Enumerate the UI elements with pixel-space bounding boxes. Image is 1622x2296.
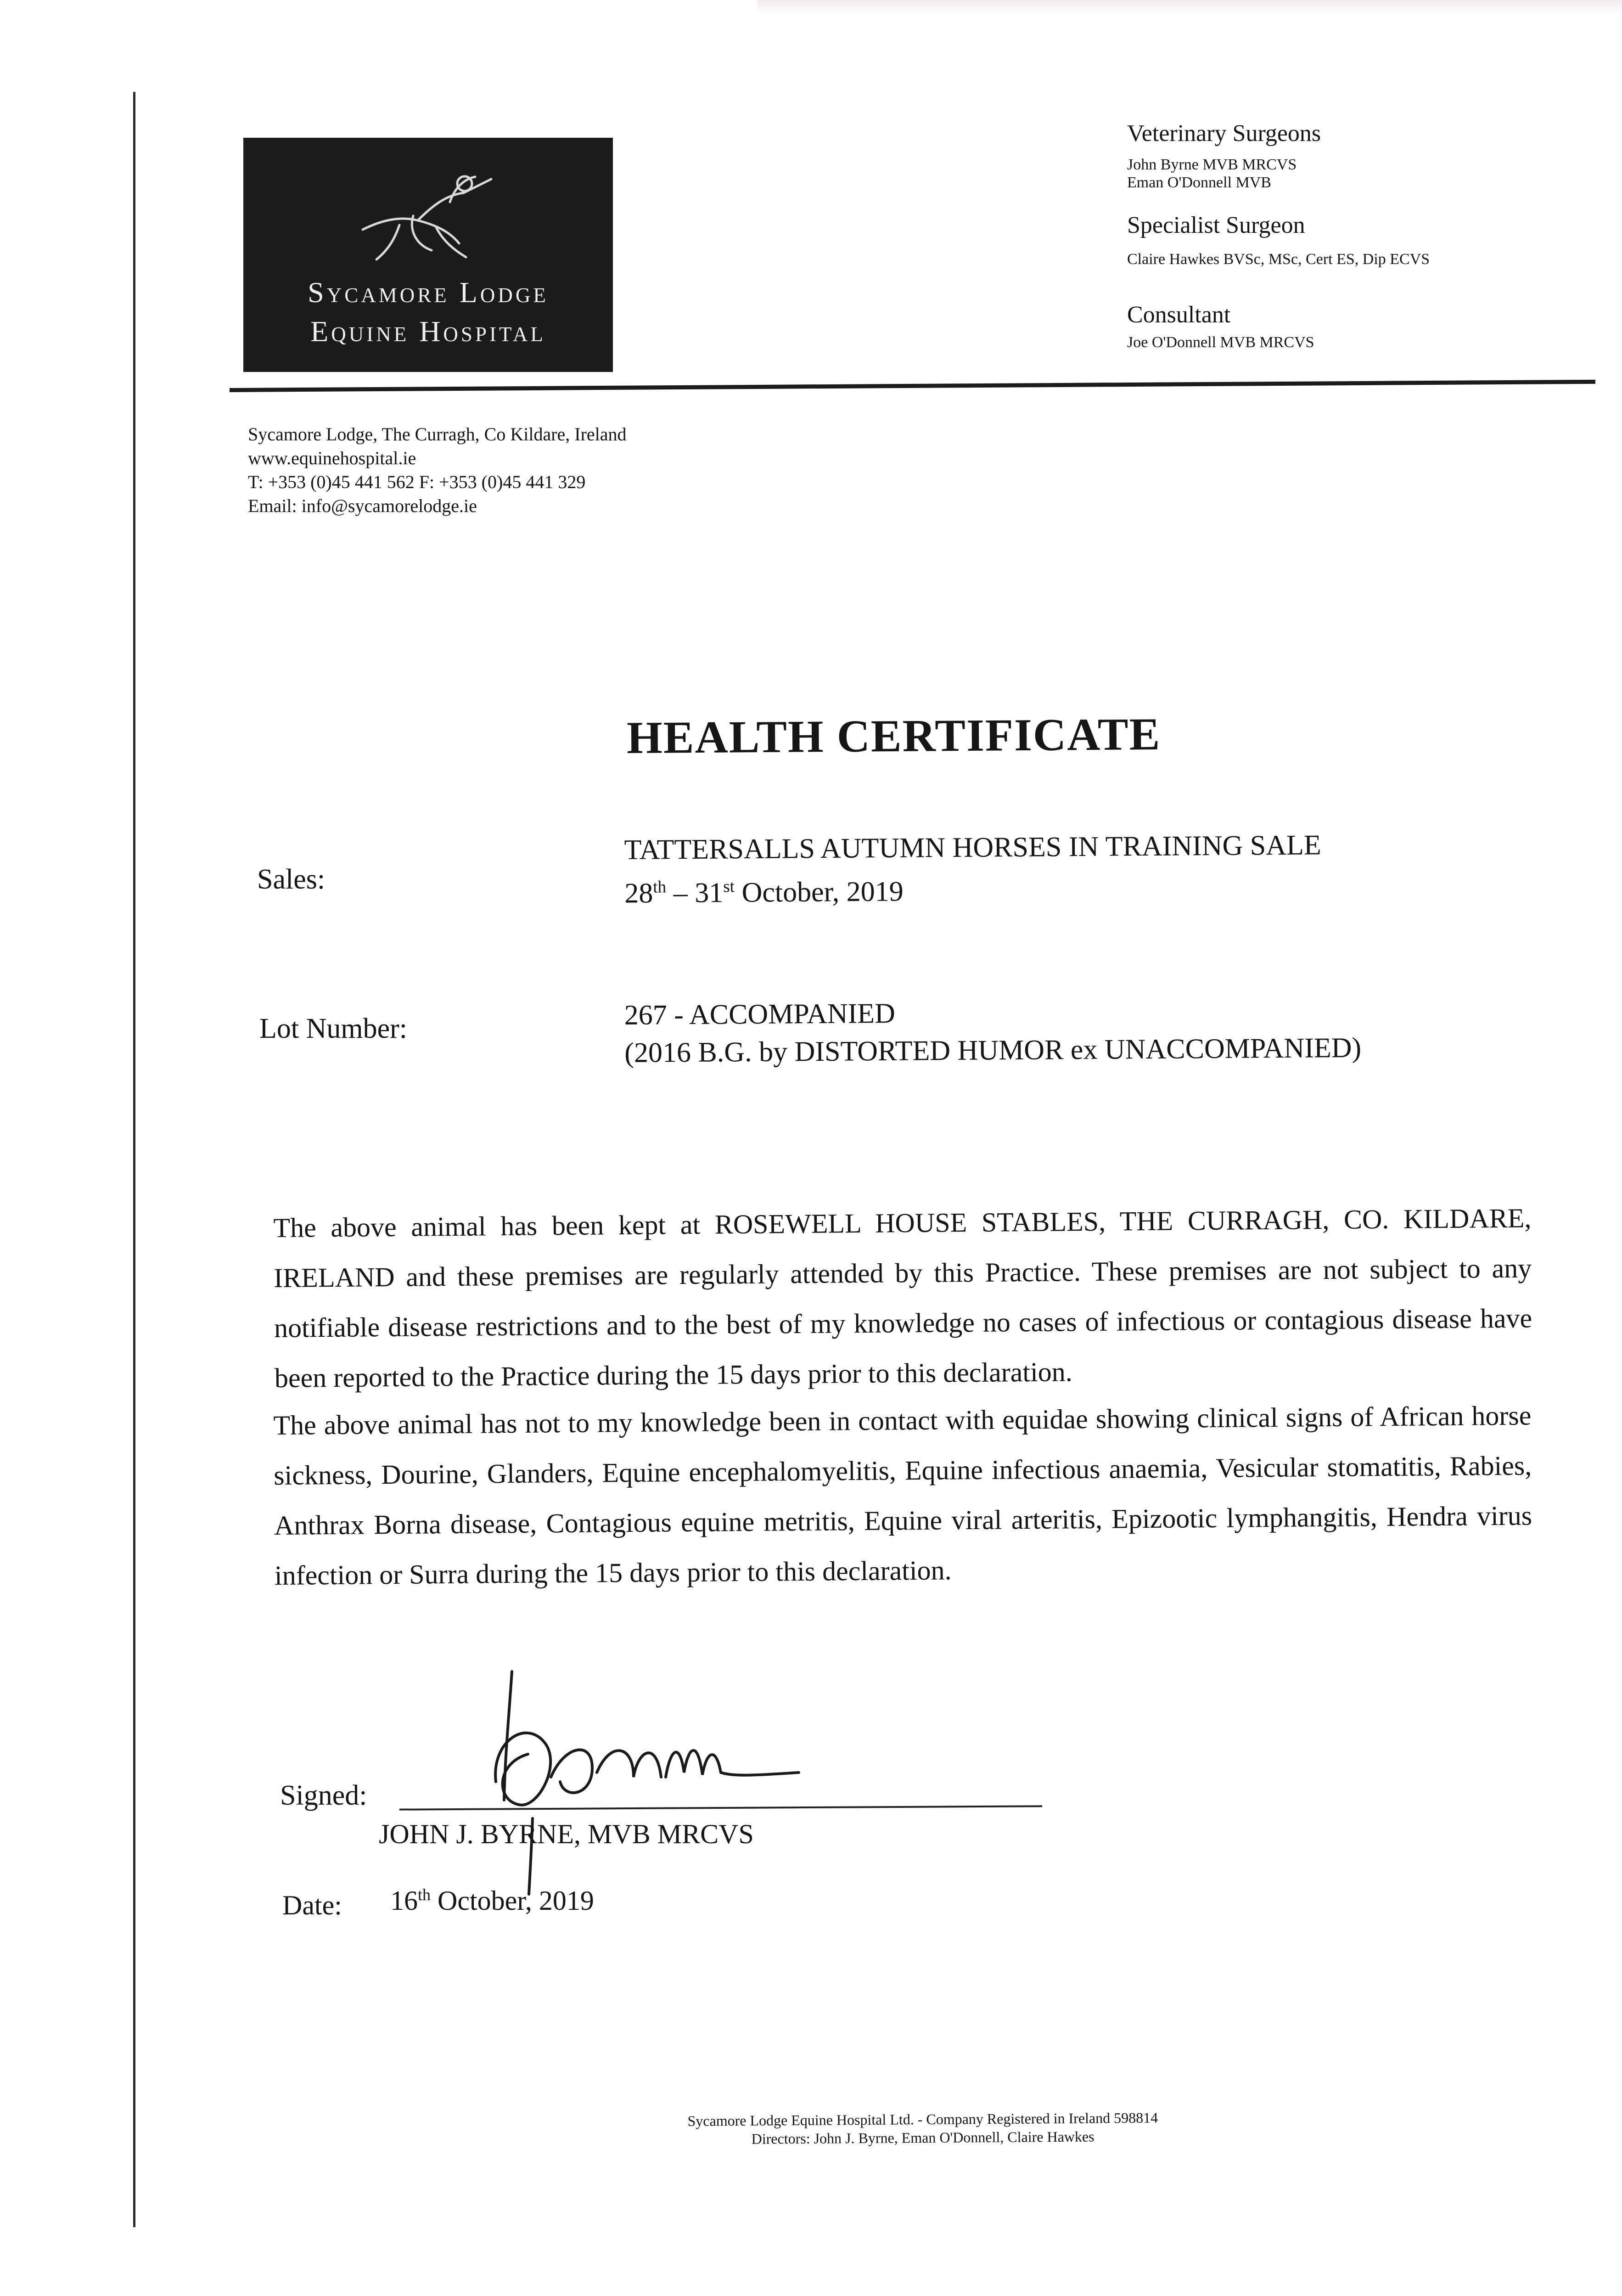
signatory-name: JOHN J. BYRNE, MVB MRCVS bbox=[379, 1819, 754, 1849]
sales-value bbox=[624, 826, 1321, 912]
signed-label: Signed: bbox=[280, 1780, 367, 1811]
lot-value bbox=[624, 991, 1361, 1072]
footer-directors: Directors: John J. Byrne, Eman O'Donnell, Claire Hawkes bbox=[751, 2128, 1094, 2147]
specialist-heading: Specialist Surgeon bbox=[1127, 212, 1305, 238]
lot-label: Lot Number: bbox=[259, 1013, 407, 1044]
lot-number: 267 - ACCOMPANIED bbox=[624, 997, 896, 1031]
consultant-heading: Consultant bbox=[1127, 302, 1231, 328]
logo-text-line2: Equine Hospital bbox=[310, 315, 546, 348]
address-website: www.equinehospital.ie bbox=[248, 448, 416, 468]
address-phone-fax: T: +353 (0)45 441 562 F: +353 (0)45 441 329 bbox=[248, 472, 586, 492]
vet-name-1: John Byrne MVB MRCVS bbox=[1127, 156, 1297, 173]
specialist-name: Claire Hawkes BVSc, MSc, Cert ES, Dip ECVS bbox=[1127, 251, 1430, 268]
certificate-title: HEALTH CERTIFICATE bbox=[626, 708, 1161, 764]
footer-registration: Sycamore Lodge Equine Hospital Ltd. - Company Registered in Ireland 598814 bbox=[687, 2109, 1158, 2129]
scan-margin-line bbox=[133, 92, 135, 2227]
declaration-paragraph-2: The above animal has not to my knowledge been in contact with equidae showing clinical signs of African horse sickness, Dourine, Glanders, Equine encephalomyelitis, Equine infectious anaemia, Vesicular stomatitis, Rabies, Anthrax Borna disease, Contagious equine metritis, Equine viral arteritis, Epizootic lymphangitis, Hendra virus infection or Surra during the 15 days prior to this declaration. bbox=[273, 1400, 1532, 1591]
vet-name-2: Eman O'Donnell MVB bbox=[1127, 174, 1271, 191]
company-footer bbox=[585, 2108, 1261, 2149]
date-label: Date: bbox=[282, 1890, 342, 1920]
sales-event: TATTERSALLS AUTUMN HORSES IN TRAINING SALE bbox=[624, 829, 1321, 866]
sales-dates: 28th – 31st October, 2019 bbox=[624, 876, 904, 909]
hospital-address bbox=[248, 422, 627, 518]
logo-text-line1: Sycamore Lodge bbox=[308, 276, 549, 309]
hospital-logo bbox=[243, 138, 613, 372]
date-value: 16th October, 2019 bbox=[390, 1885, 594, 1916]
lot-pedigree: (2016 B.G. by DISTORTED HUMOR ex UNACCOMPANIED) bbox=[624, 1032, 1362, 1069]
scan-edge-shadow bbox=[758, 0, 1622, 14]
sales-label: Sales: bbox=[257, 864, 326, 895]
handwritten-signature bbox=[477, 1662, 826, 1901]
vet-heading: Veterinary Surgeons bbox=[1127, 120, 1321, 146]
horse-and-jockey-icon bbox=[344, 152, 510, 271]
address-email: Email: info@sycamorelodge.ie bbox=[248, 495, 477, 516]
address-line: Sycamore Lodge, The Curragh, Co Kildare, Ireland bbox=[248, 424, 627, 445]
declaration-paragraph-1: The above animal has been kept at ROSEWELL HOUSE STABLES, THE CURRAGH, CO. KILDARE, IRELAND and these premises are regularly attended by this Practice. These premises are not subject to any notifiable disease restrictions and to the best of my knowledge no cases of infectious or contagious disease have been reported to the Practice during the 15 days prior to this declaration. bbox=[273, 1203, 1532, 1393]
header-divider bbox=[230, 380, 1595, 392]
consultant-name: Joe O'Donnell MVB MRCVS bbox=[1127, 334, 1314, 351]
